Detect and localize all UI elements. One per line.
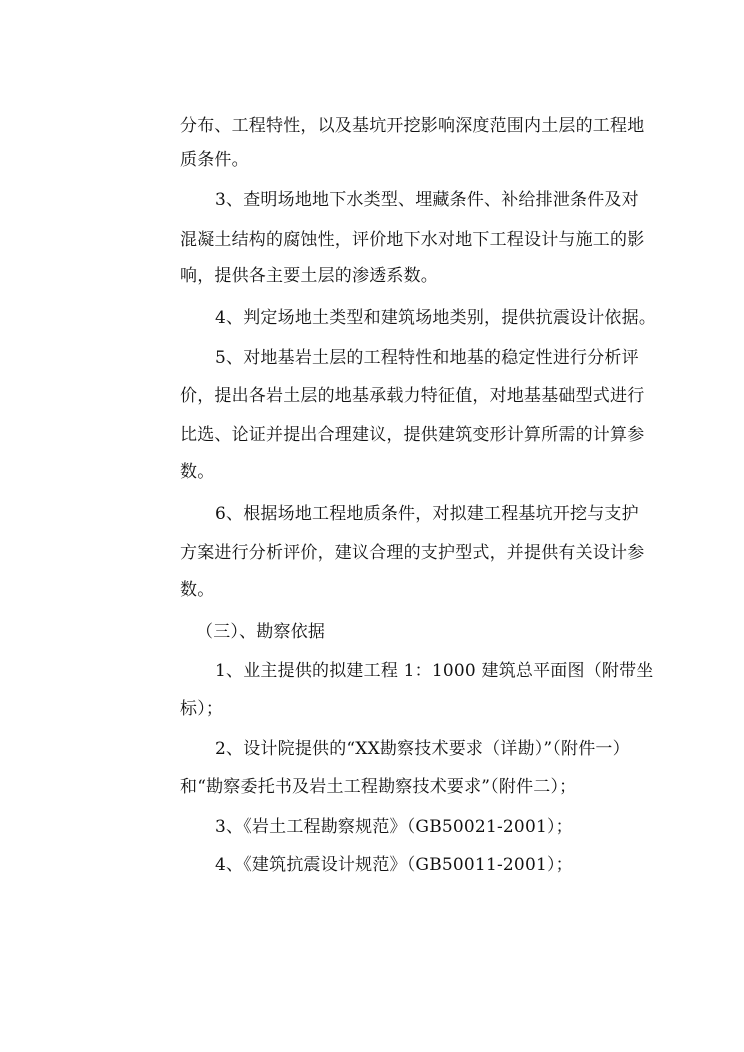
text-line: 和“勘察委托书及岩土工程勘察技术要求”（附件二）；: [180, 777, 577, 797]
text-line: 4、《建筑抗震设计规范》（GB50011-2001）；: [215, 855, 573, 875]
text-line: 方案进行分析评价，建议合理的支护型式，并提供有关设计参: [180, 543, 645, 563]
text-line: 价，提出各岩土层的地基承载力特征值，对地基基础型式进行: [180, 386, 645, 406]
text-line: 数。: [180, 580, 215, 600]
text-line: 响，提供各主要土层的渗透系数。: [180, 266, 438, 286]
text-line: 1、业主提供的拟建工程 1：1000 建筑总平面图（附带坐: [215, 661, 654, 681]
text-line: 混凝土结构的腐蚀性，评价地下水对地下工程设计与施工的影: [180, 230, 645, 250]
text-line: 4、判定场地土类型和建筑场地类别，提供抗震设计依据。: [215, 308, 657, 328]
text-line: 分布、工程特性，以及基坑开挖影响深度范围内土层的工程地: [180, 116, 645, 136]
text-line: 2、设计院提供的“XX勘察技术要求（详勘）”（附件一）: [215, 739, 630, 759]
text-line: 6、根据场地工程地质条件，对拟建工程基坑开挖与支护: [215, 504, 639, 524]
text-line: 数。: [180, 462, 215, 482]
section-heading: （三）、勘察依据: [196, 622, 326, 642]
text-line: 5、对地基岩土层的工程特性和地基的稳定性进行分析评: [215, 348, 639, 368]
text-line: 质条件。: [180, 150, 249, 170]
text-line: 标）；: [180, 699, 224, 719]
text-line: 3、查明场地地下水类型、埋藏条件、补给排泄条件及对: [215, 190, 639, 210]
text-line: 3、《岩土工程勘察规范》（GB50021-2001）；: [215, 817, 573, 837]
text-line: 比选、论证并提出合理建议，提供建筑变形计算所需的计算参: [180, 425, 645, 445]
